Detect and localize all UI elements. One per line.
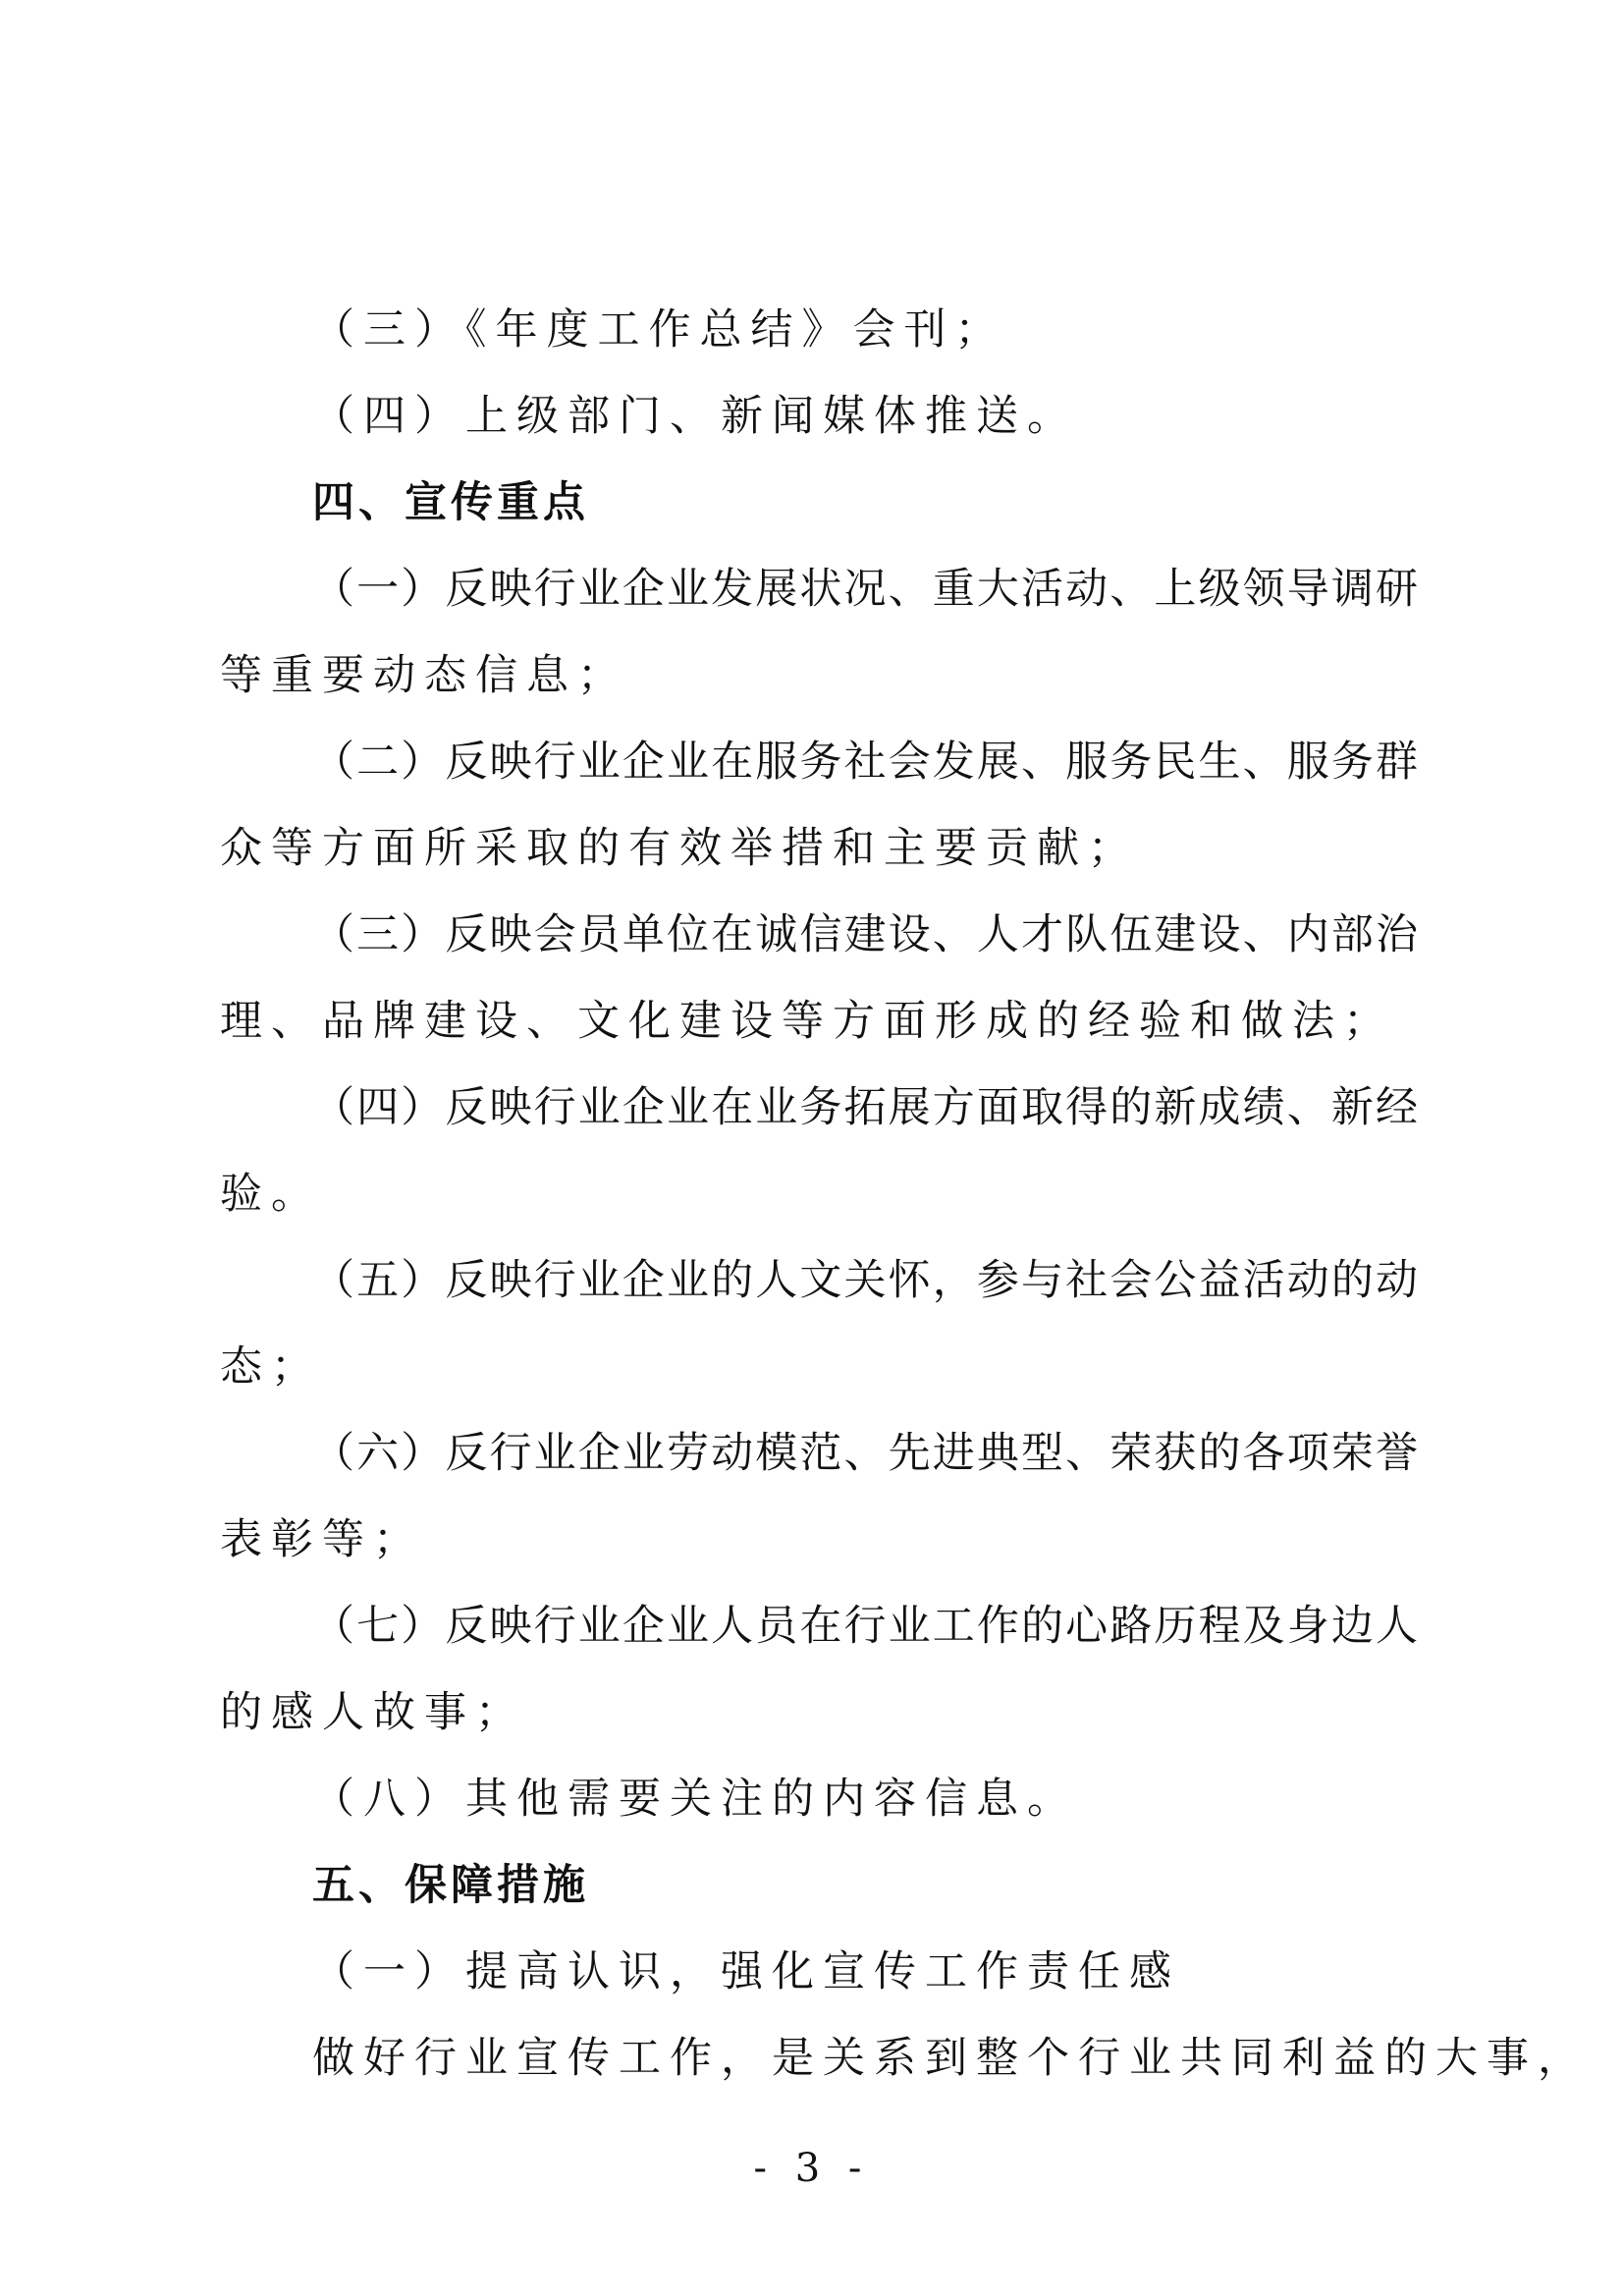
paragraph-line: 的感人故事； xyxy=(220,1688,526,1737)
paragraph-line: 验。 xyxy=(220,1170,322,1219)
paragraph-line: （四）反映行业企业在业务拓展方面取得的新成绩、新经 xyxy=(312,1083,1418,1132)
paragraph-line: （八）其他需要关注的内容信息。 xyxy=(312,1775,1078,1824)
paragraph-line: （一）反映行业企业发展状况、重大活动、上级领导调研 xyxy=(312,565,1418,614)
subheading-raise-awareness: （一）提高认识，强化宣传工作责任感 xyxy=(312,1947,1180,1996)
paragraph-line: 众等方面所采取的有效举措和主要贡献； xyxy=(220,824,1139,873)
paragraph-line: 理、品牌建设、文化建设等方面形成的经验和做法； xyxy=(220,997,1394,1046)
paragraph-line: （二）反映行业企业在服务社会发展、服务民生、服务群 xyxy=(312,738,1418,787)
paragraph-line: （七）反映行业企业人员在行业工作的心路历程及身边人 xyxy=(312,1602,1418,1651)
paragraph-line: （五）反映行业企业的人文关怀，参与社会公益活动的动 xyxy=(312,1256,1418,1305)
paragraph-line: 等重要动态信息； xyxy=(220,651,628,700)
paragraph-line: （六）反行业企业劳动模范、先进典型、荣获的各项荣誉 xyxy=(312,1429,1418,1478)
paragraph-line: 态； xyxy=(220,1342,322,1392)
list-item-annual-summary: （三）《年度工作总结》会刊； xyxy=(312,305,1006,355)
paragraph-line: （三）反映会员单位在诚信建设、人才队伍建设、内部治 xyxy=(312,910,1418,959)
paragraph-line: 做好行业宣传工作，是关系到整个行业共同利益的大事， xyxy=(312,2034,1589,2083)
section-heading-safeguards: 五、保障措施 xyxy=(312,1861,589,1910)
section-heading-publicity-focus: 四、宣传重点 xyxy=(312,478,589,527)
paragraph-line: 表彰等； xyxy=(220,1515,424,1564)
page-number: - 3 - xyxy=(753,2146,870,2191)
list-item-media-push: （四）上级部门、新闻媒体推送。 xyxy=(312,392,1078,441)
